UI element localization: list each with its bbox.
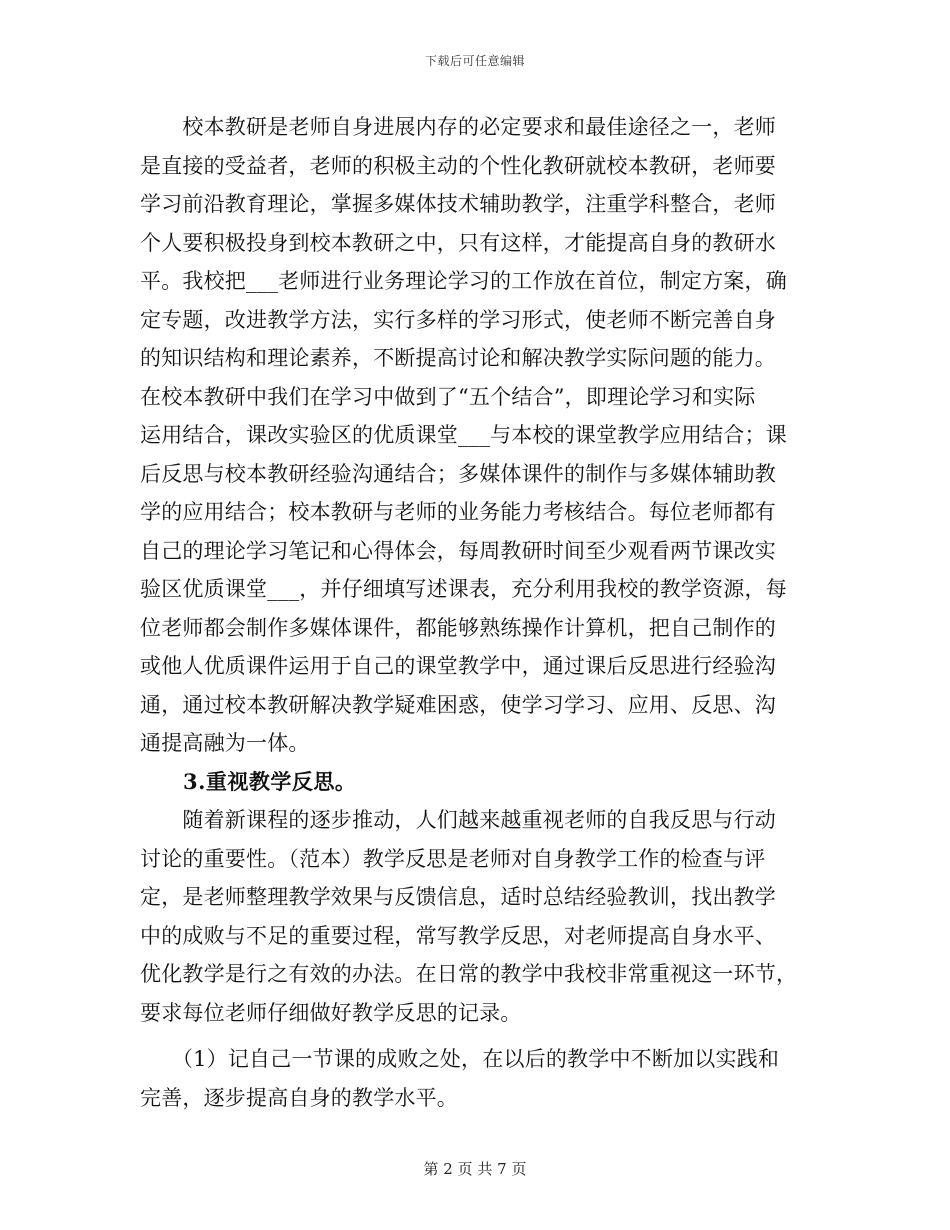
body-line: 后反思与校本教研经验沟通结合；多媒体课件的制作与多媒体辅助教 xyxy=(140,461,776,486)
body-line: （1）记自己一节课的成败之处，在以后的教学中不断加以实践和 xyxy=(140,1047,780,1071)
page-header: 下载后可任意编辑 xyxy=(424,54,525,68)
document-body xyxy=(140,108,810,1117)
body-line: 中的成败与不足的重要过程，常写教学反思，对老师提高自身水平、 xyxy=(140,923,776,948)
body-line: 学习前沿教育理论，掌握多媒体技术辅助教学，注重学科整合，老师 xyxy=(140,192,776,216)
body-line: 平。我校把___老师进行业务理论学习的工作放在首位，制定方案，确 xyxy=(140,269,787,293)
body-line: 随着新课程的逐步推动，人们越来越重视老师的自我反思与行动 xyxy=(140,808,776,832)
body-line: 完善，逐步提高自身的教学水平。 xyxy=(140,1085,458,1110)
body-line: 定，是老师整理教学效果与反馈信息，适时总结经验教训，找出教学 xyxy=(140,885,776,909)
body-line: 讨论的重要性。（范本）教学反思是老师对自身教学工作的检查与评 xyxy=(140,846,766,871)
body-line: 自己的理论学习笔记和心得体会，每周教研时间至少观看两节课改实 xyxy=(140,538,776,563)
body-line: 优化教学是行之有效的办法。在日常的教学中我校非常重视这一环节， xyxy=(140,962,798,986)
body-line: 通，通过校本教研解决教学疑难困惑，使学习学习、应用、反思、沟 xyxy=(140,692,776,717)
body-line: 验区优质课堂___，并仔细填写述课表，充分利用我校的教学资源，每 xyxy=(140,577,787,601)
body-line: 校本教研是老师自身进展内存的必定要求和最佳途径之一，老师 xyxy=(140,115,776,139)
page-number: 第 2 页 共 7 页 xyxy=(423,1160,527,1178)
body-line: 学的应用结合；校本教研与老师的业务能力考核结合。每位老师都有 xyxy=(140,500,776,524)
body-line: 定专题，改进教学方法，实行多样的学习形式，使老师不断完善自身 xyxy=(140,307,776,332)
paragraph-gap xyxy=(140,1032,810,1040)
body-line: 的知识结构和理论素养，不断提高讨论和解决教学实际问题的能力。 xyxy=(140,346,776,370)
body-line: 个人要积极投身到校本教研之中，只有这样，才能提高自身的教研水 xyxy=(140,230,776,255)
body-line: 在校本教研中我们在学习中做到了“五个结合”，即理论学习和实际 xyxy=(140,384,756,409)
body-line: 通提高融为一体。 xyxy=(140,731,310,755)
section-heading: 3.重视教学反思。 xyxy=(140,768,357,794)
body-line: 或他人优质课件运用于自己的课堂教学中，通过课后反思进行经验沟 xyxy=(140,654,776,678)
body-line: 要求每位老师仔细做好教学反思的记录。 xyxy=(140,1000,522,1025)
body-line: 运用结合，课改实验区的优质课堂___与本校的课堂教学应用结合；课 xyxy=(140,423,787,447)
body-line: 是直接的受益者，老师的积极主动的个性化教研就校本教研，老师要 xyxy=(140,153,776,178)
body-line: 位老师都会制作多媒体课件，都能够熟练操作计算机，把自己制作的 xyxy=(140,615,776,640)
